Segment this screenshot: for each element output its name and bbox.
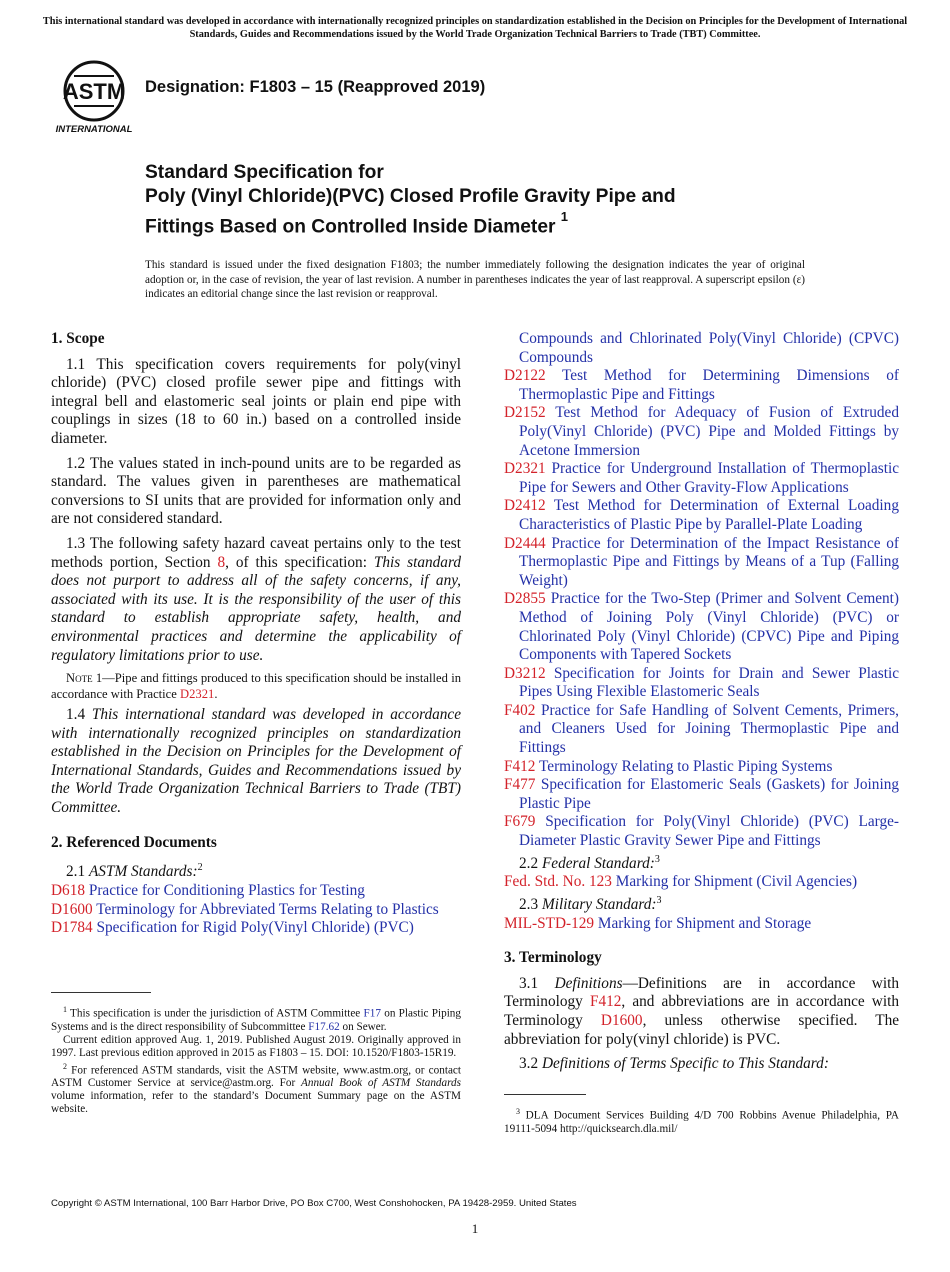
reference-title-link[interactable]: Practice for Safe Handling of Solvent Cements, Primers, and Cleaners Used for Joining Thermoplastic Pipe and Fittings	[519, 701, 899, 757]
reference-item-continued	[504, 330, 899, 367]
footnote-3-mark: 3	[516, 1107, 520, 1116]
reference-title-link[interactable]: Terminology for Abbreviated Terms Relating to Plastics	[96, 900, 439, 918]
title-line-2: Poly (Vinyl Chloride)(PVC) Closed Profile Gravity Pipe and	[145, 186, 676, 207]
note-end: .	[214, 686, 218, 701]
reference-title-link[interactable]: Specification for Rigid Poly(Vinyl Chloride) (PVC)	[96, 919, 414, 937]
page-number: 1	[471, 1221, 479, 1236]
committee-f17-link[interactable]: F17	[363, 1007, 381, 1020]
logo-text: ASTM	[62, 79, 126, 104]
reference-item	[504, 758, 899, 777]
para-3-1	[504, 975, 899, 1049]
reference-code-link[interactable]: D1784	[51, 919, 93, 937]
section-3-heading: 3. Terminology	[504, 949, 602, 967]
reference-item	[504, 702, 899, 758]
astm-label-num: 2.1	[66, 863, 89, 881]
para-1-4-num: 1.4	[66, 706, 92, 724]
reference-code-link[interactable]: D2321	[504, 460, 546, 478]
footnote-2-a: For referenced ASTM standards, visit the ASTM website, www.astm.org, or contact ASTM Customer Service at service@astm.org. For	[51, 1064, 461, 1090]
military-reference	[504, 915, 899, 934]
para-3-1-a: —Definitions are in accordance with Terminology	[504, 974, 899, 1011]
footnotes-right	[504, 1094, 899, 1136]
section-1-heading: 1. Scope	[51, 330, 105, 347]
note-label: Note	[66, 671, 93, 686]
international-standard-notice: This international standard was developed in accordance with internationally recognized principles on standardization established in the Decision on Principles for the Development of International Standards, Guides and Recommendations issued by the World Trade Organization Technical Barriers to Trade (TBT) Committee.	[42, 16, 908, 40]
para-1-3-mid: , of this specification:	[225, 553, 374, 571]
section-8-link[interactable]: 8	[217, 553, 226, 571]
astm-logo	[52, 58, 136, 136]
para-1-4-text: This international standard was developed in accordance with internationally recognized principles on standardization established in the Decision on Principles for the Development of International Standards, Guides and Recommendations issued by the World Trade Organization Technical Barriers to Trade (TBT) Committee.	[51, 706, 461, 817]
reference-code-link[interactable]: D2122	[504, 367, 546, 385]
subcommittee-f1762-link[interactable]: F17.62	[308, 1020, 340, 1033]
reference-code-link[interactable]: D2152	[504, 404, 546, 422]
footnote-rule	[51, 992, 151, 993]
footnote-1-b: on Plastic Piping Systems and is the direct responsibility of Subcommittee	[51, 1007, 461, 1033]
reference-item	[504, 535, 899, 591]
note-text: 1—Pipe and fittings produced to this specification should be installed in accordance with Practice	[51, 671, 461, 701]
note-1	[51, 671, 461, 702]
reference-item	[51, 901, 461, 920]
footnote-1-mark: 1	[63, 1005, 67, 1014]
para-3-2-num: 3.2	[519, 1055, 542, 1073]
para-3-1-num: 3.1	[519, 974, 555, 992]
reference-item	[504, 813, 899, 850]
footnote-rule-right	[504, 1094, 586, 1095]
safety-caveat: This standard does not purport to address all of the safety concerns, if any, associated with its use. It is the responsibility of the user of this standard to establish appropriate safety, health, and environmental practices and determine the applicability of regulatory limitations prior to use.	[51, 553, 461, 664]
section-2-heading: 2. Referenced Documents	[51, 833, 217, 851]
footnote-1-edition: Current edition approved Aug. 1, 2019. Published August 2019. Originally approved in 1997. Last previous edition approved in 2015 as F1803 – 15. DOI: 10.1520/F1803-15R19.	[51, 1033, 461, 1059]
d1600-link[interactable]: D1600	[600, 1011, 643, 1029]
footnote-2	[51, 1060, 461, 1117]
reference-item	[504, 404, 899, 460]
title-footnote-mark[interactable]: 1	[560, 209, 569, 224]
reference-code-link[interactable]: D1600	[51, 900, 93, 918]
para-1-4	[51, 706, 461, 818]
military-label-text: Military Standard:	[541, 896, 657, 913]
para-3-1-c: , unless otherwise specified. The abbreviation for poly(vinyl chloride) is PVC.	[504, 1011, 900, 1048]
military-label-num: 2.3	[519, 896, 542, 913]
reference-item	[504, 590, 899, 664]
footnote-3-text: DLA Document Services Building 4/D 700 Robbins Avenue Philadelphia, PA 19111-5094 http://quicksearch.dla.mil/	[504, 1109, 899, 1135]
federal-label-num: 2.2	[519, 854, 542, 872]
logo-subtext: INTERNATIONAL	[55, 124, 133, 135]
reference-title-link[interactable]: Specification for Poly(Vinyl Chloride) (PVC) Large-Diameter Plastic Gravity Sewer Pipe and Fittings	[519, 813, 899, 850]
footnotes-left	[51, 992, 461, 1116]
reference-title-link[interactable]: Specification for Joints for Drain and Sewer Plastic Pipes Using Flexible Elastomeric Seals	[519, 664, 900, 701]
reference-code-link[interactable]: F402	[504, 701, 536, 719]
designation: Designation: F1803 – 15 (Reapproved 2019)	[145, 78, 486, 96]
reference-title-link[interactable]: Practice for Determination of the Impact Resistance of Thermoplastic Pipe and Fittings by Means of a Tup (Falling Weight)	[519, 534, 899, 589]
left-column	[51, 330, 461, 938]
fed-std-123-link[interactable]: Fed. Std. No. 123	[504, 873, 612, 891]
footnote-3	[504, 1105, 899, 1136]
astm-logo-icon	[52, 58, 136, 136]
copyright-footer: Copyright © ASTM International, 100 Barr Harbor Drive, PO Box C700, West Conshohocken, PA 19428-2959. United States	[51, 1198, 577, 1209]
reference-item	[504, 367, 899, 404]
title-line-3: Fittings Based on Controlled Inside Diameter	[145, 216, 556, 238]
reference-title-link-continued[interactable]: Compounds and Chlorinated Poly(Vinyl Chloride) (CPVC) Compounds	[519, 330, 899, 366]
para-1-3	[51, 535, 461, 665]
reference-code-link[interactable]: F477	[504, 776, 536, 794]
reference-title-link[interactable]: Practice for Conditioning Plastics for Testing	[88, 881, 365, 899]
reference-title-link[interactable]: Test Method for Determination of External Loading Characteristics of Plastic Pipe by Parallel-Plate Loading	[519, 497, 899, 533]
military-standard-label	[504, 892, 899, 915]
astm-label-sup[interactable]: 2	[197, 862, 203, 874]
preamble: This standard is issued under the fixed designation F1803; the number immediately following the designation indicates the year of original adoption or, in the case of revision, the year of last revision. A number in parentheses indicates the year of last reapproval. A superscript epsilon (ε) indicates an editorial change since the last revision or reapproval.	[145, 259, 805, 300]
federal-reference	[504, 873, 899, 892]
reference-code-link[interactable]: D2855	[504, 590, 546, 608]
reference-item	[504, 497, 899, 534]
federal-standard-label	[504, 851, 899, 874]
astm-reference-list-right	[504, 330, 899, 851]
reference-item	[504, 460, 899, 497]
federal-label-sup[interactable]: 3	[654, 853, 660, 865]
para-1-3-lead: 1.3 The following safety hazard caveat pertains only to the test methods portion, Section	[51, 534, 461, 571]
footnote-2-italic: Annual Book of ASTM Standards	[301, 1077, 461, 1090]
para-3-2	[504, 1055, 899, 1074]
footnote-2-b: volume information, refer to the standard’s Document Summary page on the ASTM website.	[51, 1090, 461, 1116]
reference-code-link[interactable]: F412	[504, 757, 536, 775]
para-3-2-text: Definitions of Terms Specific to This Standard:	[541, 1055, 829, 1073]
f412-link[interactable]: F412	[589, 993, 622, 1011]
footnote-1-a: This specification is under the jurisdiction of ASTM Committee	[67, 1007, 364, 1020]
reference-title-link[interactable]: Practice for Underground Installation of Thermoplastic Pipe for Sewers and Other Gravity-Flow Applications	[519, 460, 899, 496]
para-3-1-term: Definitions	[554, 974, 623, 992]
reference-title-link[interactable]: Terminology Relating to Plastic Piping Systems	[539, 757, 833, 775]
astm-label-text: ASTM Standards:	[88, 863, 198, 881]
footnote-1-c: on Sewer.	[339, 1020, 387, 1033]
reference-code-link[interactable]: D2412	[504, 497, 546, 515]
reference-title-link[interactable]: Test Method for Adequacy of Fusion of Extruded Poly(Vinyl Chloride) (PVC) Pipe and Molded Fittings by Acetone Immersion	[519, 404, 899, 459]
reference-code-link[interactable]: D3212	[504, 664, 546, 682]
reference-title-link[interactable]: Test Method for Determining Dimensions of Thermoplastic Pipe and Fittings	[519, 367, 899, 403]
federal-label-text: Federal Standard:	[541, 854, 655, 872]
astm-standards-label	[51, 859, 461, 882]
reference-item	[51, 882, 461, 901]
reference-item	[504, 776, 899, 813]
reference-title-link[interactable]: Practice for the Two-Step (Primer and Solvent Cement) Method of Joining Poly (Vinyl Chloride) (PVC) or Chlorinated Poly (Vinyl Chloride) (CPVC) Pipe and Piping Components with Tapered Sockets	[519, 590, 899, 664]
reference-code-link[interactable]: D2444	[504, 534, 546, 552]
fed-std-123-title[interactable]: Marking for Shipment (Civil Agencies)	[615, 873, 858, 891]
reference-code-link[interactable]: F679	[504, 813, 536, 831]
reference-item	[51, 919, 461, 938]
mil-std-129-link[interactable]: MIL-STD-129	[504, 914, 595, 932]
para-1-1: 1.1 This specification covers requirements for poly(vinyl chloride) (PVC) closed profile sewer pipe and fittings with integral bell and elastomeric seal joints or plain end pipe with couplings in sizes (18 to 60 in.) based on a controlled inside diameter.	[51, 355, 461, 447]
document-title	[145, 161, 845, 239]
right-column	[504, 330, 899, 1080]
title-line-1: Standard Specification for	[145, 162, 384, 183]
reference-item	[504, 665, 899, 702]
footnote-1	[51, 1003, 461, 1034]
astm-reference-list-left	[51, 882, 461, 938]
mil-std-129-title[interactable]: Marking for Shipment and Storage	[597, 914, 812, 932]
footnote-2-mark: 2	[63, 1061, 67, 1071]
para-3-1-b: , and abbreviations are in accordance with Terminology	[504, 993, 900, 1029]
reference-title-link[interactable]: Specification for Elastomeric Seals (Gaskets) for Joining Plastic Pipe	[519, 776, 899, 812]
reference-code-link[interactable]: D618	[51, 881, 85, 899]
military-label-sup[interactable]: 3	[656, 894, 662, 906]
para-1-2: 1.2 The values stated in inch-pound units are to be regarded as standard. The values given in parentheses are mathematical conversions to SI units that are provided for information only and are not considered standard.	[51, 454, 461, 528]
note-d2321-link[interactable]: D2321	[180, 686, 215, 701]
